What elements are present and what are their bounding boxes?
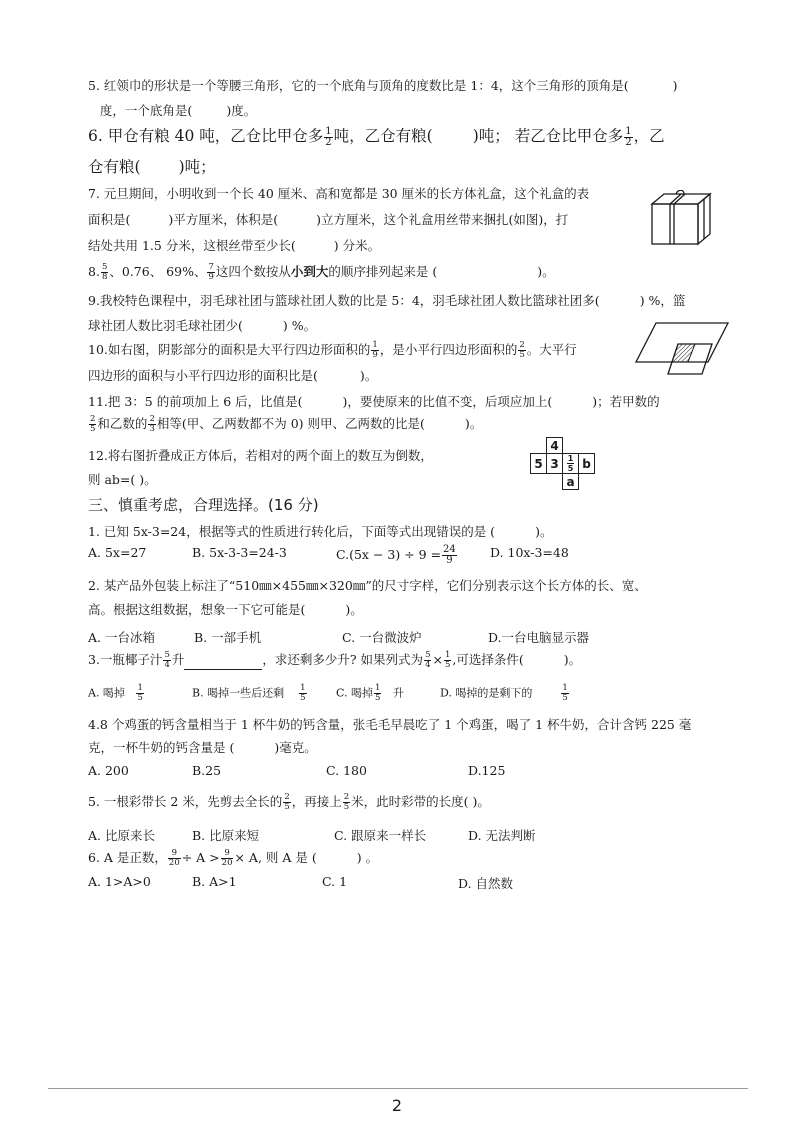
choice-question-5: 5. 一根彩带长 2 米，先剪去全长的 $\frac{2}{5}$ ，再接上 $\frac{2}{5}$ 米，此时彩带的长度( )。 — [88, 792, 490, 812]
answer-underline — [184, 655, 262, 670]
fraction: $\frac{2}{5}$ — [519, 340, 525, 360]
choice-question-4-options — [88, 763, 748, 785]
net-face-2: 3 — [547, 454, 563, 474]
question-7-line2: 面积是( )平方厘米，体积是( )立方厘米，这个礼盒用丝带来捆扎(如图)，打 — [88, 212, 569, 227]
choice-question-5-options — [88, 826, 748, 846]
choice-question-4-line2: 克，一杯牛奶的钙含量是 ( )毫克。 — [88, 740, 317, 755]
question-7: 7. 元旦期间，小明收到一个长 40 厘米、高和宽都是 30 厘米的长方体礼盒，这个礼盒的表 — [88, 186, 590, 201]
fraction: $\frac{1}{2}$ — [625, 125, 632, 148]
choice-question-6-options — [88, 874, 748, 896]
question-10-line2: 四边形的面积与小平行四边形的面积比是( )。 — [88, 368, 378, 383]
question-12: 12.将右图折叠成正方体后，若相对的两个面上的数互为倒数， — [88, 448, 433, 463]
choice-question-6: 6. A 是正数， $\frac{9}{20}$ ÷ A > $\frac{9}{20}$ × A, 则 A 是 ( ) 。 — [88, 848, 379, 868]
section-3-heading: 三、慎重考虑，合理选择。(16 分) — [88, 496, 319, 514]
page-number: 2 — [391, 1096, 403, 1115]
option-a[interactable]: A. 5x=27 — [88, 545, 147, 560]
question-8: 8. $\frac{5}{8}$ 、0.76、 69%、 $\frac{7}{9}$ 这四个数按从小到大的顺序排列起来是 ( )。 — [88, 262, 555, 282]
gift-box-ribbon-figure — [648, 190, 716, 248]
option-d[interactable]: D.一台电脑显示器 — [488, 630, 590, 645]
option-c[interactable]: C. 喝掉 $\frac{1}{5}$ 升 — [336, 683, 404, 703]
cube-net-figure — [530, 437, 595, 490]
option-d[interactable]: D.125 — [468, 763, 506, 778]
option-a[interactable]: A. 比原来长 — [88, 828, 155, 843]
question-10: 10.如右图，阴影部分的面积是大平行四边形面积的 $\frac{1}{9}$ ，是小平行四边形面积的 $\frac{2}{5}$ 。大平行 — [88, 340, 577, 360]
footer-divider — [48, 1088, 748, 1089]
option-a[interactable]: A. 喝掉 $\frac{1}{5}$ — [88, 683, 143, 703]
option-a[interactable]: A. 1>A>0 — [88, 874, 151, 889]
question-11: 11.把 3：5 的前项加上 6 后，比值是( )，要使原来的比值不变，后项应加上( )；若甲数的 — [88, 394, 660, 409]
fraction: $\frac{1}{9}$ — [372, 340, 378, 360]
choice-question-3: 3.一瓶椰子汁 $\frac{5}{4}$ 升 ，求还剩多少升? 如果列式为 $\frac{5}{4}$ × $\frac{1}{5}$ ,可选择条件( )。 — [88, 650, 582, 670]
net-face-top: 4 — [547, 438, 563, 454]
option-b[interactable]: B. 一部手机 — [194, 630, 262, 645]
question-6-line2: 仓有粮( )吨； — [88, 158, 216, 176]
net-face-a: a — [563, 474, 579, 490]
parallelograms-figure — [634, 320, 732, 378]
option-b[interactable]: B. 比原来短 — [192, 828, 260, 843]
option-c[interactable]: C. 1 — [322, 874, 348, 889]
question-5: 5. 红领巾的形状是一个等腰三角形，它的一个底角与顶角的度数比是 1：4，这个三角形的顶角是( ) — [88, 78, 678, 93]
net-face-fraction: $\frac{1}{5}$ — [563, 454, 579, 474]
question-7-line3: 结处共用 1.5 分米，这根丝带至少长( ) 分米。 — [88, 238, 381, 253]
question-11-line2: $\frac{2}{5}$ 和乙数的 $\frac{2}{3}$ 相等(甲、乙两数都不为 0) 则甲、乙两数的比是( )。 — [90, 414, 483, 434]
net-face-b: b — [579, 454, 595, 474]
option-c[interactable]: C.(5x − 3) ÷ 9 = $\frac{24}{9}$ — [336, 544, 456, 566]
question-12-line2: 则 ab=( )。 — [88, 472, 157, 487]
question-5-line2: 度，一个底角是( )度。 — [99, 103, 257, 118]
option-d[interactable]: D. 喝掉的是剩下的 $\frac{1}{5}$ — [440, 683, 568, 703]
choice-question-2: 2. 某产品外包装上标注了“510㎜×455㎜×320㎜”的尺寸字样，它们分别表示这个长方体的长、宽、 — [88, 578, 647, 593]
choice-question-1: 1. 已知 5x-3=24，根据等式的性质进行转化后，下面等式出现错误的是 ( )。 — [88, 524, 553, 539]
fraction: $\frac{2}{3}$ — [149, 414, 155, 434]
fraction: $\frac{2}{5}$ — [90, 414, 96, 434]
choice-question-2-options — [88, 628, 748, 648]
question-9: 9.我校特色课程中，羽毛球社团与篮球社团人数的比是 5：4，羽毛球社团人数比篮球社团多( ) %，篮 — [88, 293, 686, 308]
option-d[interactable]: D. 无法判断 — [468, 828, 536, 843]
fraction: $\frac{7}{9}$ — [208, 262, 214, 282]
choice-question-2-line2: 高。根据这组数据，想象一下它可能是( )。 — [88, 602, 363, 617]
option-b[interactable]: B. A>1 — [192, 874, 237, 889]
question-9-line2: 球社团人数比羽毛球社团少( ) %。 — [88, 318, 317, 333]
option-b[interactable]: B. 5x-3-3=24-3 — [192, 545, 287, 560]
choice-question-3-options — [88, 684, 748, 706]
fraction: $\frac{1}{2}$ — [325, 125, 332, 148]
option-c[interactable]: C. 180 — [326, 763, 367, 778]
option-b[interactable]: B.25 — [192, 763, 222, 778]
option-c[interactable]: C. 一台微波炉 — [342, 630, 422, 645]
fraction: $\frac{5}{8}$ — [101, 262, 108, 282]
choice-question-4: 4.8 个鸡蛋的钙含量相当于 1 杯牛奶的钙含量，张毛毛早晨吃了 1 个鸡蛋，喝了 1 杯牛奶，合计含钙 225 毫 — [88, 717, 692, 732]
option-b[interactable]: B. 喝掉一些后还剩 $\frac{1}{5}$ — [192, 683, 306, 703]
question-6: 6. 甲仓有粮 40 吨，乙仓比甲仓多 $\frac{1}{2}$ 吨，乙仓有粮( )吨； 若乙仓比甲仓多 $\frac{1}{2}$ ，乙 — [88, 125, 665, 148]
option-d[interactable]: D. 10x-3=48 — [490, 545, 569, 560]
option-d[interactable]: D. 自然数 — [458, 876, 514, 891]
choice-question-1-options — [88, 545, 748, 569]
option-a[interactable]: A. 一台冰箱 — [88, 630, 155, 645]
option-c[interactable]: C. 跟原来一样长 — [334, 828, 427, 843]
option-a[interactable]: A. 200 — [88, 763, 129, 778]
net-face-1: 5 — [531, 454, 547, 474]
